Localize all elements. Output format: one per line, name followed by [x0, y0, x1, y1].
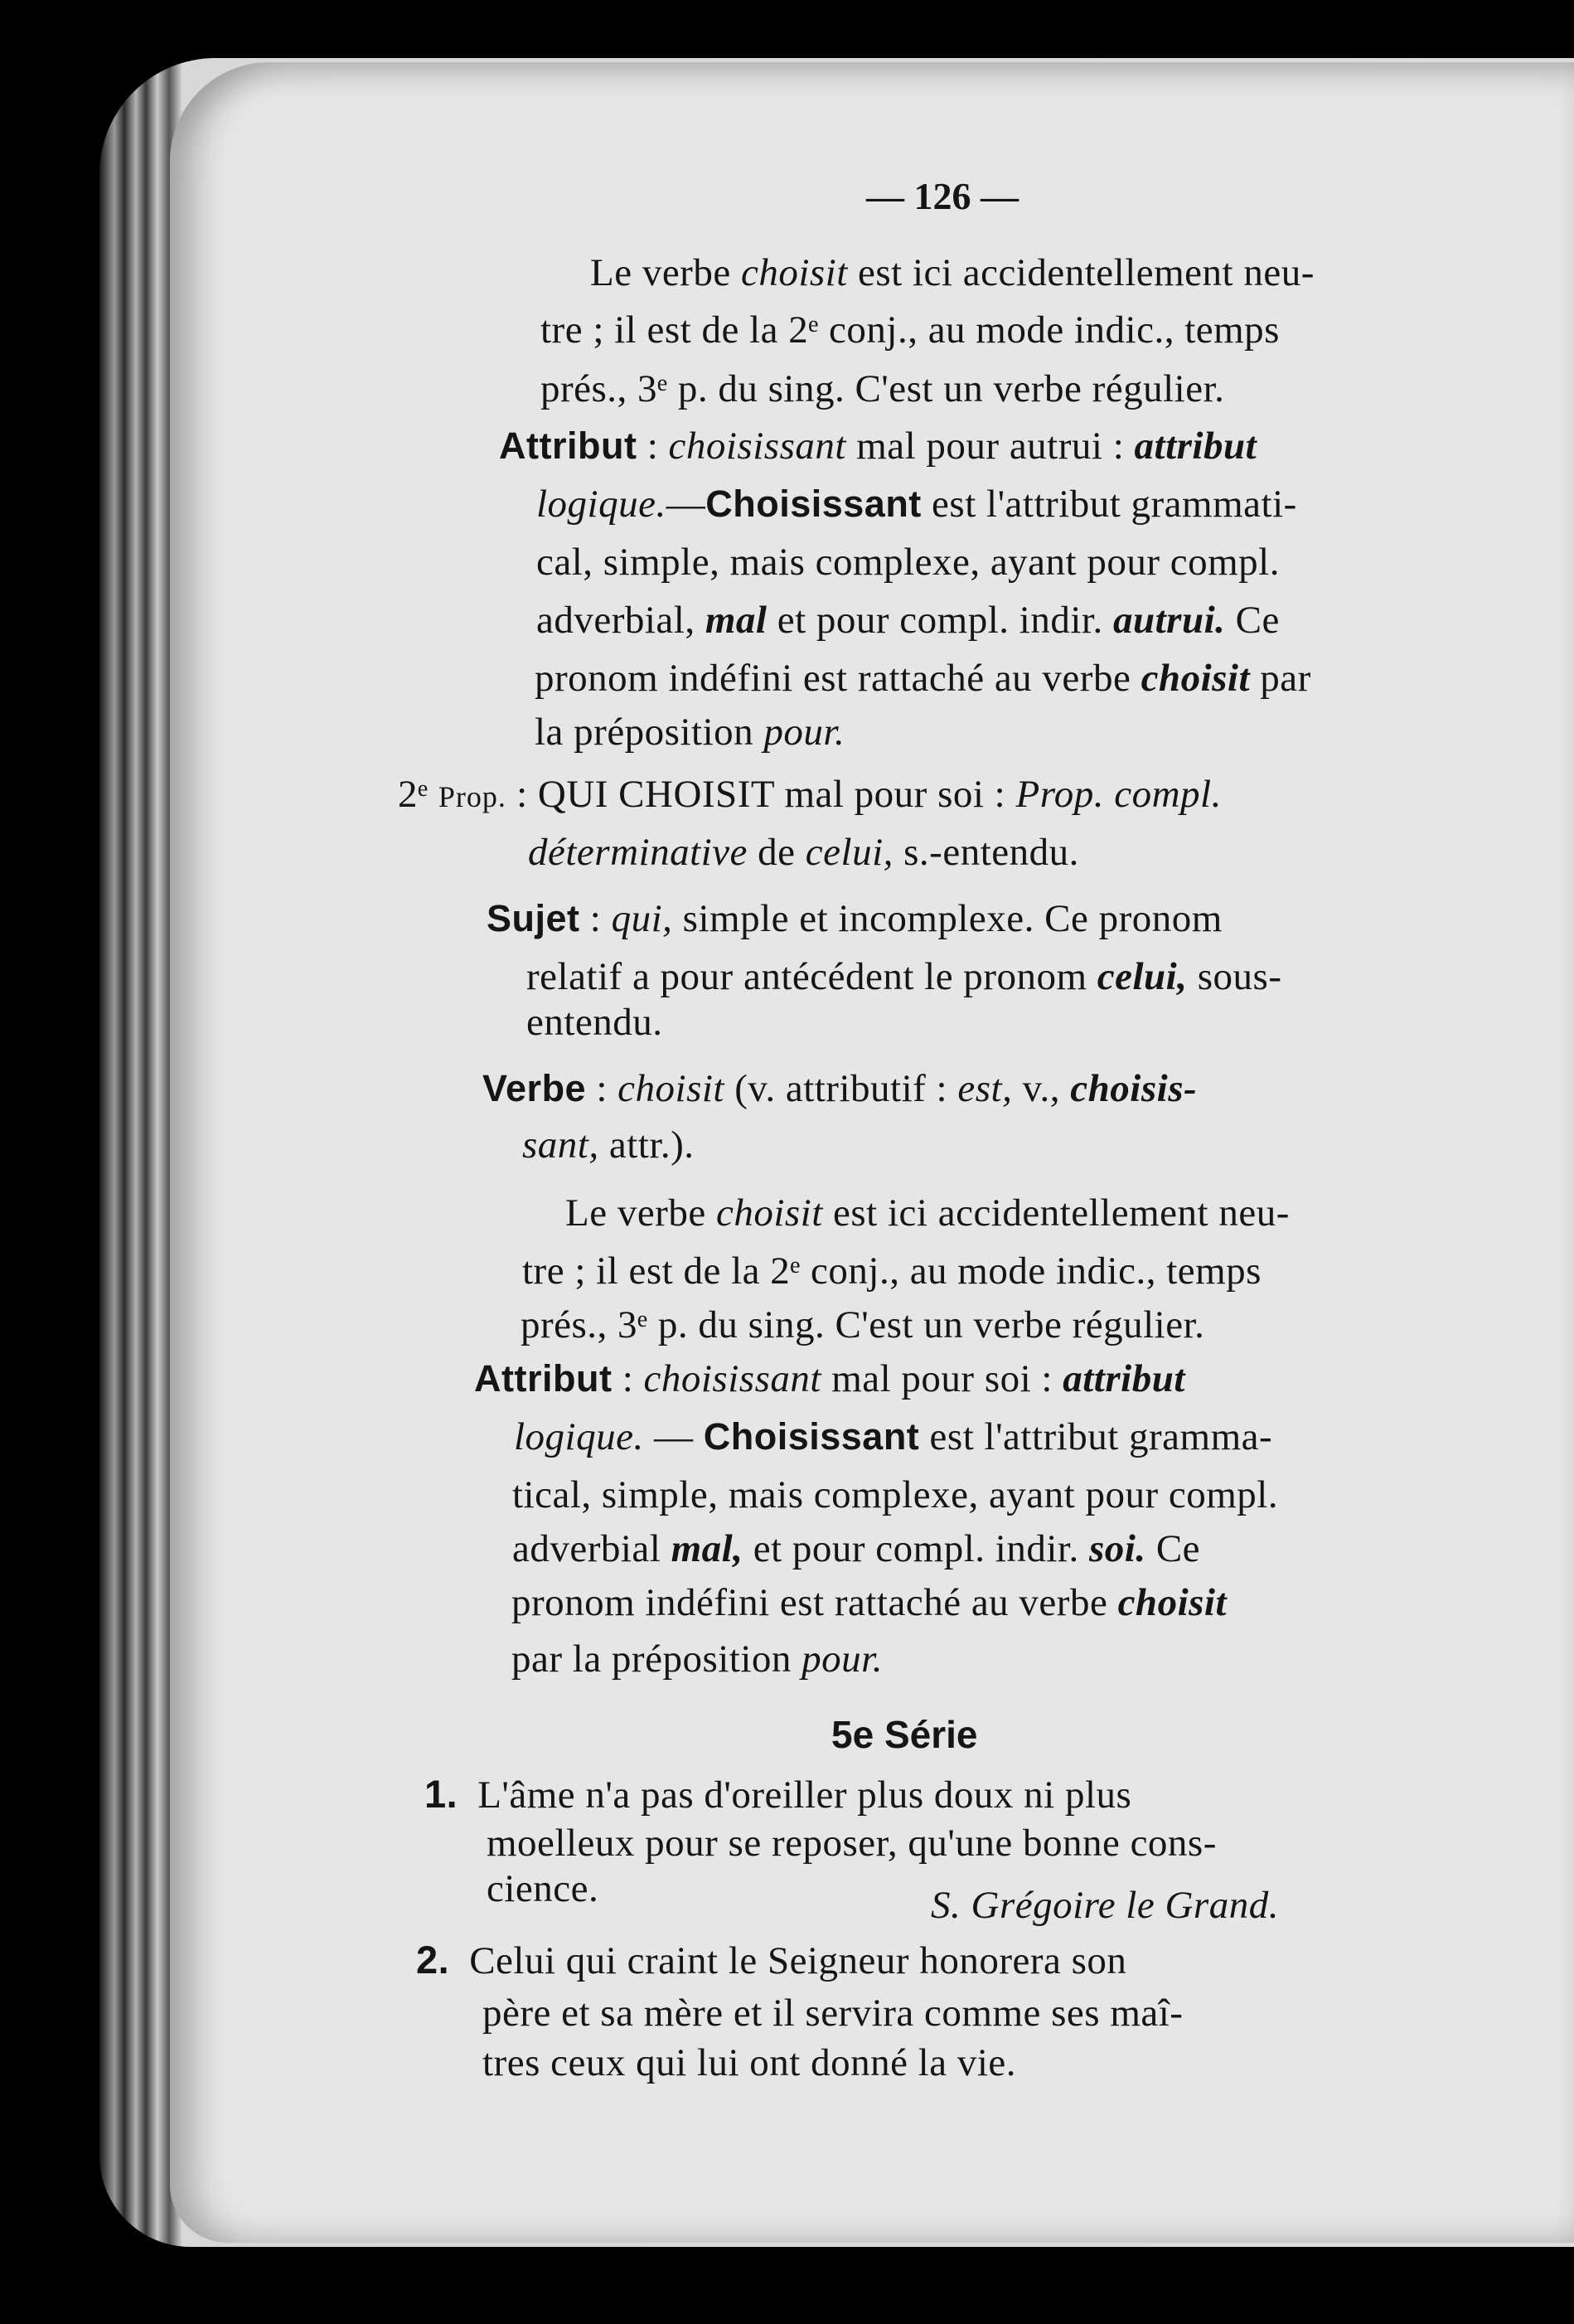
paragraph-line: la préposition pour.: [535, 711, 845, 754]
attribut-heading-line: Attribut : choisissant mal pour soi : attribut: [474, 1357, 1185, 1400]
paragraph-line: Le verbe choisit est ici accidentellement neu-: [590, 251, 1315, 294]
paragraph-line: prés., 3ᵉ p. du sing. C'est un verbe régulier.: [521, 1303, 1205, 1346]
list-item: 2. Celui qui craint le Seigneur honorera son: [416, 1938, 1127, 1982]
paragraph-line: pronom indéfini est rattaché au verbe choisit: [511, 1581, 1228, 1624]
proposition-heading: 2ᵉ Prop. : QUI CHOISIT mal pour soi : Prop. compl.: [398, 773, 1222, 816]
attribut-heading-line: Attribut : choisissant mal pour autrui : attribut: [499, 425, 1257, 468]
sujet-heading-line: Sujet : qui, simple et incomplexe. Ce pronom: [487, 897, 1223, 940]
author-attribution: S. Grégoire le Grand.: [931, 1884, 1279, 1927]
sujet-label: Sujet: [487, 897, 580, 939]
paragraph-line: relatif a pour antécédent le pronom celui, sous-: [526, 955, 1282, 998]
paragraph-line: logique.—Choisissant est l'attribut grammati-: [536, 483, 1297, 526]
attribut-label: Attribut: [474, 1357, 613, 1400]
list-item-line: cience.: [487, 1867, 599, 1910]
paragraph-line: sant, attr.).: [522, 1123, 695, 1167]
list-item-line: père et sa mère et il servira comme ses maî-: [482, 1992, 1184, 2035]
paragraph-line: entendu.: [526, 1001, 663, 1044]
list-item-line: tres ceux qui lui ont donné la vie.: [482, 2041, 1017, 2084]
verbe-label: Verbe: [482, 1067, 587, 1109]
paragraph-line: adverbial, mal et pour compl. indir. autrui. Ce: [536, 599, 1280, 642]
paragraph-line: tre ; il est de la 2ᵉ conj., au mode indic., temps: [540, 308, 1280, 352]
page-number: — 126 —: [866, 175, 1019, 217]
verbe-heading-line: Verbe : choisit (v. attributif : est, v., choisis-: [482, 1067, 1198, 1110]
paragraph-line: cal, simple, mais complexe, ayant pour compl.: [536, 541, 1280, 584]
paragraph-line: tical, simple, mais complexe, ayant pour compl.: [512, 1473, 1279, 1516]
section-title: 5e Série: [831, 1713, 978, 1756]
paragraph-line: pronom indéfini est rattaché au verbe choisit par: [535, 657, 1311, 700]
paragraph-line: prés., 3ᵉ p. du sing. C'est un verbe régulier.: [540, 367, 1225, 410]
attribut-label: Attribut: [499, 425, 637, 467]
paragraph-line: Le verbe choisit est ici accidentellement neu-: [565, 1191, 1290, 1235]
paragraph-line: déterminative de celui, s.-entendu.: [528, 831, 1079, 874]
paragraph-line: tre ; il est de la 2ᵉ conj., au mode indic., temps: [522, 1249, 1262, 1293]
paragraph-line: logique. — Choisissant est l'attribut gramma-: [514, 1415, 1273, 1458]
list-item: 1. L'âme n'a pas d'oreiller plus doux ni plus: [424, 1772, 1132, 1817]
paragraph-line: par la préposition pour.: [511, 1637, 884, 1681]
list-item-line: moelleux pour se reposer, qu'une bonne cons-: [487, 1822, 1217, 1865]
paragraph-line: adverbial mal, et pour compl. indir. soi. Ce: [512, 1527, 1201, 1570]
